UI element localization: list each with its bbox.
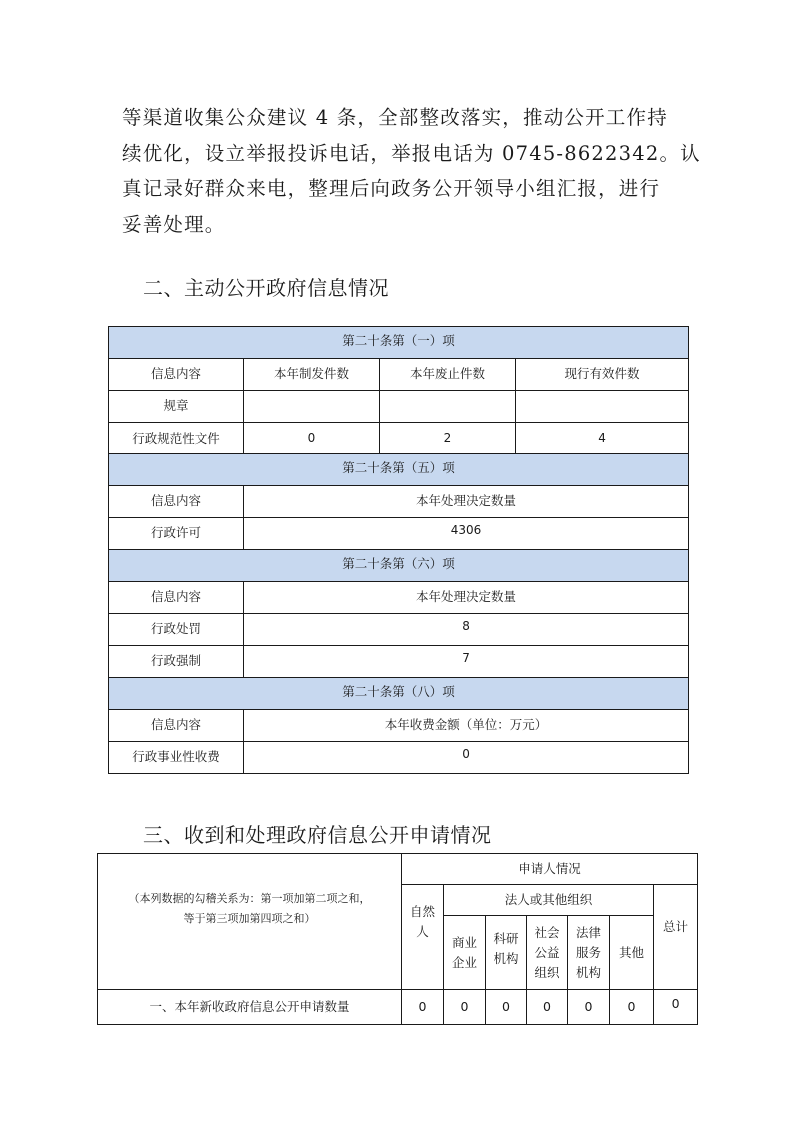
row-label: 行政规范性文件 — [109, 423, 244, 454]
header-cell: 现行有效件数 — [516, 359, 689, 391]
value-cell: 0 — [527, 990, 568, 1025]
row-label: 规章 — [109, 391, 244, 423]
applicant-header: 申请人情况 — [402, 854, 698, 885]
row-value: 4306 — [244, 518, 689, 550]
abolished-count: 2 — [380, 423, 516, 454]
value-cell: 0 — [610, 990, 654, 1025]
table-header-row — [109, 359, 689, 391]
value-cell: 0 — [402, 990, 444, 1025]
total-header: 总计 — [654, 885, 698, 990]
proactive-disclosure-table — [108, 326, 689, 774]
paragraph-line: 续优化，设立举报投诉电话，举报电话为 0745-8622342。认 — [122, 141, 701, 165]
table-row — [109, 646, 689, 678]
sub-column-header: 商业企业 — [444, 916, 486, 990]
header-cell: 本年处理决定数量 — [244, 486, 689, 518]
table-section-row — [109, 327, 689, 359]
header-cell: 本年处理决定数量 — [244, 582, 689, 614]
valid-count — [516, 391, 689, 423]
header-cell: 本年制发件数 — [244, 359, 380, 391]
row-label: 行政处罚 — [109, 614, 244, 646]
row-value: 8 — [244, 614, 689, 646]
header-cell: 信息内容 — [109, 359, 244, 391]
intro-paragraph — [122, 100, 701, 242]
legal-group-header: 法人或其他组织 — [444, 885, 654, 916]
row-label: 一、本年新收政府信息公开申请数量 — [98, 990, 402, 1025]
table-section-row — [109, 678, 689, 710]
table-header-row — [109, 582, 689, 614]
section-title-article20-1: 第二十条第（一）项 — [109, 327, 689, 359]
table-header-row — [109, 710, 689, 742]
header-cell: 信息内容 — [109, 582, 244, 614]
table-row — [98, 990, 698, 1025]
paragraph-line: 真记录好群众来电，整理后向政务公开领导小组汇报，进行 — [122, 177, 661, 200]
row-value: 0 — [244, 742, 689, 774]
sub-column-header: 其他 — [610, 916, 654, 990]
total-value-cell: 0 — [654, 990, 698, 1025]
paragraph-line: 等渠道收集公众建议 4 条，全部整改落实，推动公开工作持 — [122, 106, 668, 129]
issued-count — [244, 391, 380, 423]
row-label: 行政许可 — [109, 518, 244, 550]
value-cell: 0 — [486, 990, 527, 1025]
value-cell: 0 — [444, 990, 486, 1025]
consistency-note — [98, 854, 402, 990]
section-heading-proactive-disclosure: 二、主动公开政府信息情况 — [143, 276, 389, 300]
paragraph-line: 妥善处理。 — [122, 212, 226, 236]
header-cell: 信息内容 — [109, 710, 244, 742]
header-cell: 本年收费金额（单位：万元） — [244, 710, 689, 742]
row-label: 行政事业性收费 — [109, 742, 244, 774]
section-title-article20-6: 第二十条第（六）项 — [109, 550, 689, 582]
section-title-article20-8: 第二十条第（八）项 — [109, 678, 689, 710]
header-cell: 信息内容 — [109, 486, 244, 518]
disclosure-requests-table — [97, 853, 698, 1025]
issued-count: 0 — [244, 423, 380, 454]
table-row — [109, 518, 689, 550]
sub-column-header: 法律服务机构 — [568, 916, 610, 990]
natural-person-header: 自然人 — [402, 885, 444, 990]
row-label: 行政强制 — [109, 646, 244, 678]
table-header-row — [109, 486, 689, 518]
value-cell: 0 — [568, 990, 610, 1025]
abolished-count — [380, 391, 516, 423]
valid-count: 4 — [516, 423, 689, 454]
table-section-row — [109, 550, 689, 582]
note-line: （本列数据的勾稽关系为：第一项加第二项之和， — [128, 891, 371, 905]
header-cell: 本年废止件数 — [380, 359, 516, 391]
sub-column-header: 社会公益组织 — [527, 916, 568, 990]
sub-column-header: 科研机构 — [486, 916, 527, 990]
table-row — [109, 614, 689, 646]
section-heading-disclosure-requests: 三、收到和处理政府信息公开申请情况 — [143, 823, 492, 847]
note-line: 等于第三项加第四项之和） — [183, 911, 316, 925]
row-value: 7 — [244, 646, 689, 678]
table-section-row — [109, 454, 689, 486]
section-title-article20-5: 第二十条第（五）项 — [109, 454, 689, 486]
table-header-row — [98, 854, 698, 885]
table-row — [109, 423, 689, 454]
table-row — [109, 391, 689, 423]
table-row — [109, 742, 689, 774]
